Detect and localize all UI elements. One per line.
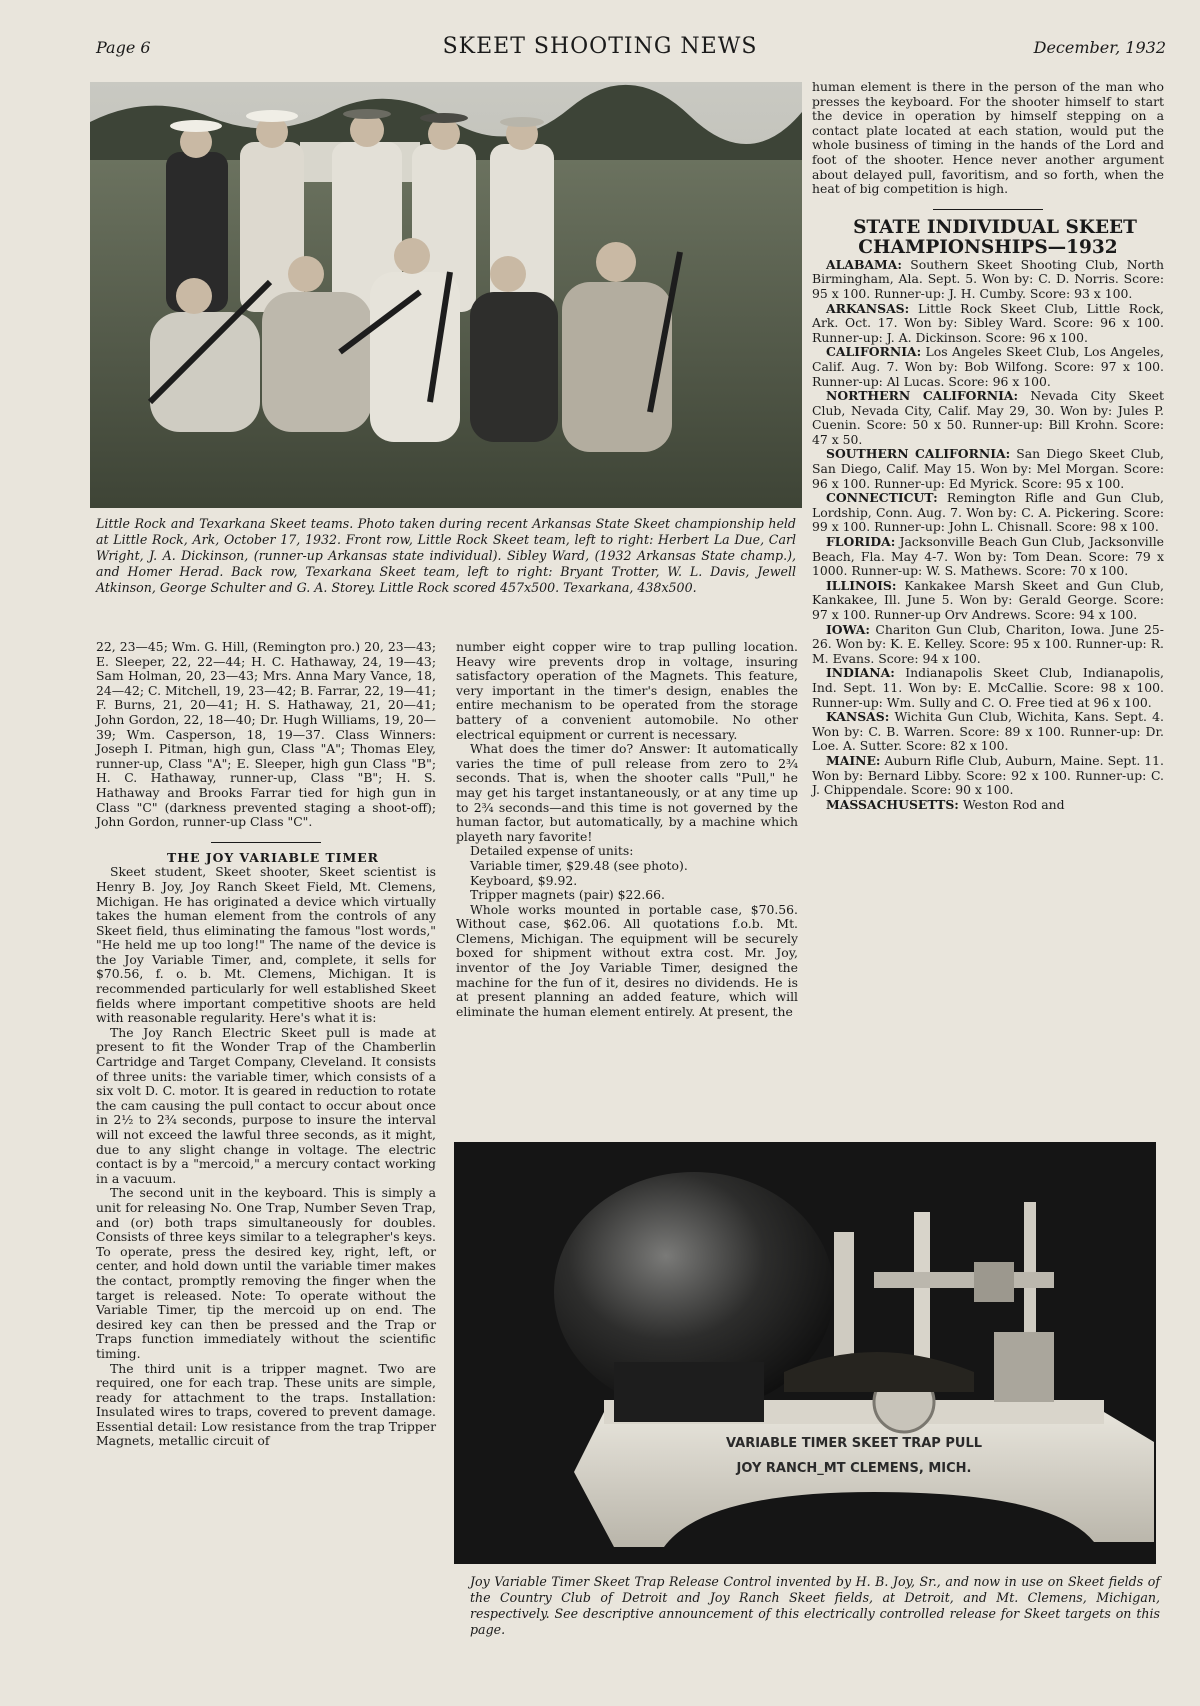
state-result: Nevada City Skeet Club, Nevada City, Calif. May 29, 30. Won by: Jules P. Cuenin. Score: 50 x 50. Runner-up: Bill Krohn. Score: 47 x 50.	[812, 388, 1164, 447]
article-heading: THE JOY VARIABLE TIMER	[167, 849, 379, 865]
paragraph: Tripper magnets (pair) $22.66.	[470, 887, 665, 903]
state-entry	[812, 345, 1164, 389]
team-photo	[90, 82, 802, 508]
state-entry	[812, 258, 1164, 302]
state-name: IOWA:	[826, 621, 870, 637]
state-result: Little Rock Skeet Club, Little Rock, Ark. Oct. 17. Won by: Sibley Ward. Score: 96 x 100. Runner-up: J. A. Dickinson. Score: 96 x 100.	[812, 300, 1164, 345]
paragraph: Keyboard, $9.92.	[470, 872, 578, 888]
state-name: FLORIDA:	[826, 534, 896, 550]
state-result: San Diego Skeet Club, San Diego, Calif. May 15. Won by: Mel Morgan. Score: 96 x 100. Runner-up: Ed Myrick. Score: 95 x 100.	[812, 446, 1164, 491]
state-entry	[812, 710, 1164, 754]
state-entry	[812, 666, 1164, 710]
issue-date: December, 1932	[1033, 38, 1166, 57]
state-entry	[812, 535, 1164, 579]
state-result: Wichita Gun Club, Wichita, Kans. Sept. 4. Won by: C. B. Warren. Score: 89 x 100. Runner-up: Dr. Loe. A. Sutter. Score: 82 x 100.	[812, 709, 1164, 754]
state-name: MASSACHUSETTS:	[826, 796, 959, 812]
state-result: Southern Skeet Shooting Club, North Birmingham, Ala. Sept. 5. Won by: C. D. Norris. Score: 95 x 100. Runner-up: J. H. Cumby. Score: 93 x 100.	[812, 256, 1164, 301]
timer-device-illustration	[454, 1142, 1156, 1564]
state-name: ARKANSAS:	[826, 300, 910, 316]
state-name: NORTHERN CALIFORNIA:	[826, 388, 1019, 404]
paragraph: Skeet student, Skeet shooter, Skeet scientist is Henry B. Joy, Joy Ranch Skeet Field, Mt. Clemens, Michigan. He has originated a device which virtually takes the human element from the controls of any Skeet field, thus eliminating the famous "lost words," "He held me up too long!" The name of the device is the Joy Variable Timer, and, complete, it sells for $70.56, f. o. b. Mt. Clemens, Michigan. It is recommended particularly for well established Skeet fields where important competitive shoots are held with reasonable regularity. Here's what it is:	[96, 864, 436, 1026]
state-entry	[812, 623, 1164, 667]
article-column-3	[812, 80, 1164, 1130]
state-entry	[812, 754, 1164, 798]
state-result: Jacksonville Beach Gun Club, Jacksonville Beach, Fla. May 4-7. Won by: Tom Dean. Score: 79 x 1000. Runner-up: W. S. Mathews. Score: 70 x 100.	[812, 534, 1164, 579]
state-name: ILLINOIS:	[826, 577, 897, 593]
state-result: Remington Rifle and Gun Club, Lordship, Conn. Aug. 7. Won by: C. A. Pickering. Score: 99 x 100. Runner-up: John L. Chisnall. Score: 98 x 100.	[812, 490, 1164, 535]
paragraph: number eight copper wire to trap pulling location. Heavy wire prevents drop in voltage, insuring satisfactory operation of the Magnets. This feature, very important in the timer's design, enables the entire mechanism to be operated from the storage battery of a convenient automobile. No other electrical equipment or current is necessary.	[456, 639, 798, 742]
paragraph: 22, 23—45; Wm. G. Hill, (Remington pro.) 20, 23—43; E. Sleeper, 22, 22—44; H. C. Hathaway, 24, 19—43; Sam Holman, 20, 23—43; Mrs. Anna Mary Vance, 18, 24—42; C. Mitchell, 19, 23—42; B. Farrar, 22, 19—41; F. Burns, 21, 20—41; H. S. Hathaway, 21, 20—41; John Gordon, 22, 18—40; Dr. Hugh Williams, 19, 20—39; Wm. Casperson, 18, 19—37. Class Winners: Joseph I. Pitman, high gun, Class "A"; Thomas Eley, runner-up, Class "A"; E. Sleeper, high gun Class "B"; H. C. Hathaway, runner-up, Class "B"; H. S. Hathaway and Brooks Farrar tied for high gun in Class "C" (darkness prevented staging a shoot-off); John Gordon, runner-up Class "C".	[96, 639, 436, 830]
state-name: ALABAMA:	[826, 256, 902, 272]
state-entry	[812, 389, 1164, 447]
article-column-2	[456, 640, 798, 1120]
state-result: Weston Rod and	[962, 796, 1065, 812]
state-name: KANSAS:	[826, 709, 890, 725]
page-header	[0, 34, 1200, 64]
state-entry	[812, 579, 1164, 623]
paragraph: Variable timer, $29.48 (see photo).	[470, 857, 688, 873]
timer-photo-caption: Joy Variable Timer Skeet Trap Release Control invented by H. B. Joy, Sr., and now in use on Skeet fields of the Country Club of Detroit and Joy Ranch Skeet fields, at Detroit, and Mt. Clemens, Michigan, respectively. See descriptive announcement of this electrically controlled release for Skeet targets on this page.	[470, 1574, 1160, 1637]
paragraph: The Joy Ranch Electric Skeet pull is made at present to fit the Wonder Trap of the Chamberlin Cartridge and Target Company, Cleveland. It consists of three units: the variable timer, which consists of a six volt D. C. motor. It is geared in reduction to rotate the cam causing the pull contact to occur about once in 2½ to 2¾ seconds, purpose to insure the interval will not exceed the lawful three seconds, as it might, due to any slight change in voltage. The electric contact is by a "mercoid," a mercury contact working in a vacuum.	[96, 1024, 436, 1186]
divider	[933, 209, 1043, 210]
publication-title: SKEET SHOOTING NEWS	[442, 34, 758, 59]
paragraph: The second unit in the keyboard. This is simply a unit for releasing No. One Trap, Number Seven Trap, and (or) both traps simultaneously for doubles. Consists of three keys similar to a telegrapher's keys. To operate, press the desired key, right, left, or center, and hold down until the variable timer makes the contact, promptly removing the finger when the target is released. Note: To operate without the Variable Timer, tip the mercoid up on end. The desired key can then be pressed and the Trap or Traps function immediately without the scientific timing.	[96, 1185, 436, 1361]
divider	[211, 842, 321, 843]
state-result: Los Angeles Skeet Club, Los Angeles, Calif. Aug. 7. Won by: Bob Wilfong. Score: 97 x 100. Runner-up: Al Lucas. Score: 96 x 100.	[812, 344, 1164, 389]
state-entry	[812, 798, 1164, 813]
timer-device-photo	[454, 1142, 1156, 1564]
paragraph: What does the timer do? Answer: It automatically varies the time of pull release from zero to 2¾ seconds. That is, when the shooter calls "Pull," he may get his target instantaneously, or at any time up to 2¾ seconds—and this time is not governed by the human factor, but automatically, by a machine which playeth nary favorite!	[456, 741, 798, 844]
state-name: MAINE:	[826, 752, 881, 768]
state-result: Auburn Rifle Club, Auburn, Maine. Sept. 11. Won by: Bernard Libby. Score: 92 x 100. Runner-up: C. J. Chippendale. Score: 90 x 100.	[812, 752, 1164, 798]
state-name: CALIFORNIA:	[826, 344, 922, 360]
paragraph: Detailed expense of units:	[470, 843, 634, 859]
paragraph: Whole works mounted in portable case, $70.56. Without case, $62.06. All quotations f.o.b. Mt. Clemens, Michigan. The equipment will be securely boxed for shipment without extra cost. Mr. Joy, inventor of the Joy Variable Timer, designed the machine for the fun of it, desires no dividends. He is at present planning an added feature, which will eliminate the human element entirely. At present, the	[456, 901, 798, 1019]
paragraph: The third unit is a tripper magnet. Two are required, one for each trap. These units are simple, ready for attachment to the traps. Installation: Insulated wires to traps, covered to prevent damage. Essential detail: Low resistance from the trap Tripper Magnets, metallic circuit of	[96, 1360, 436, 1449]
state-name: CONNECTICUT:	[826, 490, 938, 506]
article-column-1	[96, 640, 436, 1640]
state-entry	[812, 447, 1164, 491]
team-photo-caption: Little Rock and Texarkana Skeet teams. Photo taken during recent Arkansas State Skeet championship held at Little Rock, Ark, October 17, 1932. Front row, Little Rock Skeet team, left to right: Herbert La Due, Carl Wright, J. A. Dickinson, (runner-up Arkansas state individual). Sibley Ward, (1932 Arkansas State champ.), and Homer Herad. Back row, Texarkana Skeet team, left to right: Bryant Trotter, W. L. Davis, Jewell Atkinson, George Schulter and G. A. Storey. Little Rock scored 457x500. Texarkana, 438x500.	[96, 516, 796, 595]
state-result: Chariton Gun Club, Chariton, Iowa. June 25-26. Won by: K. E. Kelley. Score: 95 x 100. Runner-up: R. M. Evans. Score: 94 x 100.	[812, 621, 1164, 666]
paragraph: human element is there in the person of the man who presses the keyboard. For the shooter himself to start the device in operation by himself stepping on a contact plate located at each station, would put the whole business of timing in the hands of the Lord and foot of the shooter. Hence never another argument about delayed pull, favoritism, and so forth, when the heat of big competition is high.	[812, 79, 1164, 197]
state-result: Indianapolis Skeet Club, Indianapolis, Ind. Sept. 11. Won by: E. McCallie. Score: 98 x 100. Runner-up: Wm. Sully and C. O. Free tied at 96 x 100.	[812, 665, 1164, 710]
device-plate-line-1: VARIABLE TIMER SKEET TRAP PULL	[725, 1436, 983, 1451]
state-entry	[812, 302, 1164, 346]
page-number: Page 6	[96, 38, 151, 57]
state-name: SOUTHERN CALIFORNIA:	[826, 446, 1011, 462]
device-plate-line-2: JOY RANCH_MT CLEMENS, MICH.	[736, 1461, 972, 1476]
state-entry	[812, 491, 1164, 535]
state-name: INDIANA:	[826, 665, 895, 681]
team-photo-illustration	[90, 82, 802, 508]
state-result: Kankakee Marsh Skeet and Gun Club, Kankakee, Ill. June 5. Won by: Gerald George. Score: 97 x 100. Runner-up Orv Andrews. Score: 94 x 100.	[812, 577, 1164, 622]
championships-heading: STATE INDIVIDUAL SKEET CHAMPIONSHIPS—1932	[853, 216, 1137, 258]
